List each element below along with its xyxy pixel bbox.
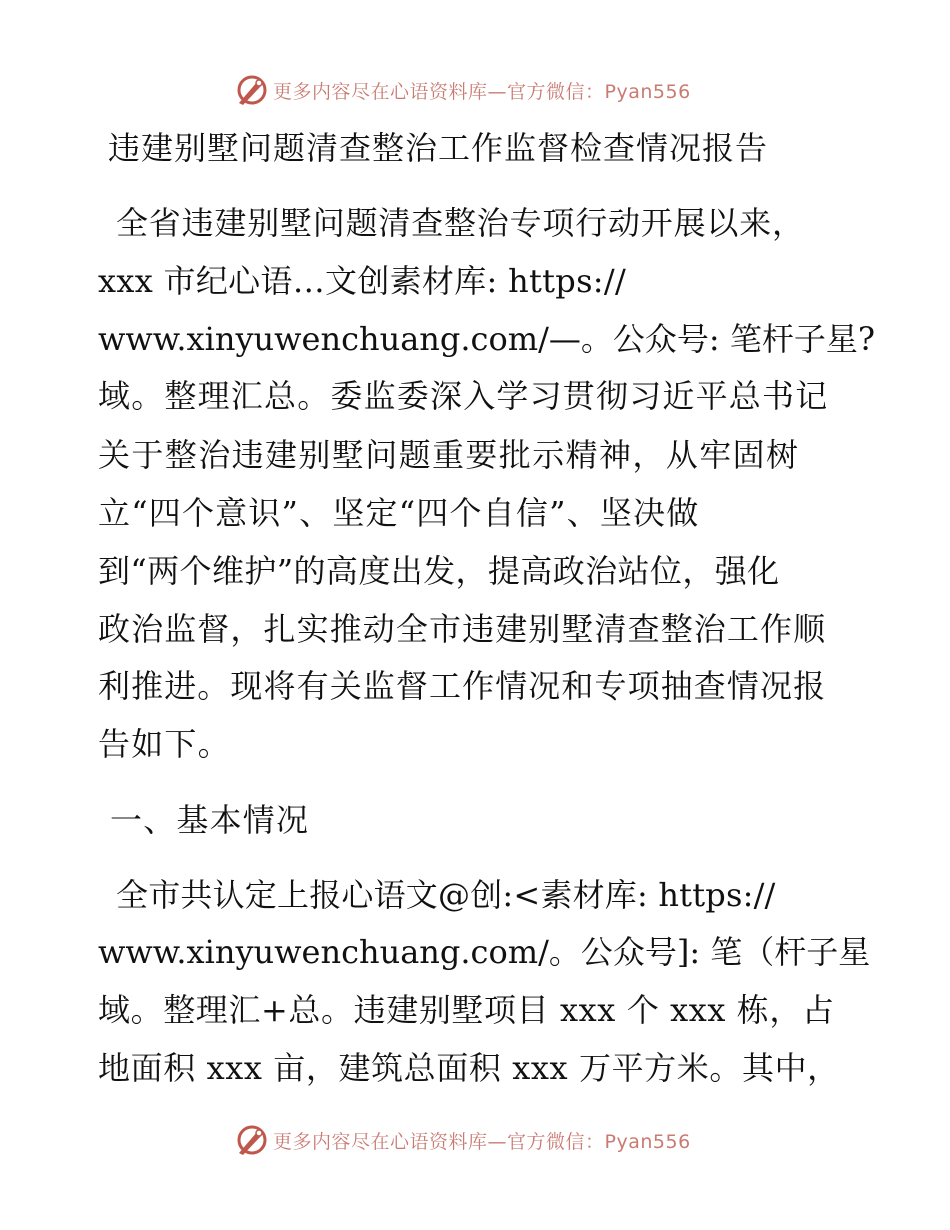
paragraph-line: 地面积 xxx 亩，建筑总面积 xxx 万平方米。其中， (98, 1049, 840, 1087)
paragraph-line: www.xinyuwenchuang.com/。公众号]: 笔（杆子星 (98, 933, 871, 971)
paragraph-line: 域。整理汇总。委监委深入学习贯彻习近平总书记 (98, 377, 829, 415)
paragraph-line: 全省违建别墅问题清查整治专项行动开展以来， (116, 204, 805, 242)
paragraph-line: 全市共认定上报心语文@创:<素材库: https:// (116, 876, 776, 914)
section-heading: 一、基本情况 (110, 801, 310, 839)
pen-logo-icon (235, 73, 269, 107)
paragraph-line: 立“四个意识”、坚定“四个自信”、坚决做 (98, 494, 700, 532)
paragraph-line: www.xinyuwenchuang.com/—。公众号: 笔杆子星? (98, 320, 875, 358)
paragraph-line: 政治监督，扎实推动全市违建别墅清查整治工作顺 (98, 610, 827, 648)
paragraph-line: 告如下。 (98, 725, 231, 763)
header-watermark (235, 70, 705, 110)
pen-logo-icon (235, 1123, 269, 1157)
paragraph-line: 利推进。现将有关监督工作情况和专项抽查情况报 (98, 667, 827, 705)
watermark-text: 更多内容尽在心语资料库—官方微信：Pyan556 (273, 80, 691, 103)
page-title: 违建别墅问题清查整治工作监督检查情况报告 (108, 129, 769, 167)
watermark-text: 更多内容尽在心语资料库—官方微信：Pyan556 (273, 1130, 691, 1153)
paragraph-line: xxx 市纪心语…文创素材库: https:// (98, 262, 627, 300)
paragraph-line: 域。整理汇+总。违建别墅项目 xxx 个 xxx 栋，占 (98, 991, 835, 1029)
paragraph-line: 关于整治违建别墅问题重要批示精神，从牢固树 (98, 436, 800, 474)
footer-watermark (235, 1120, 705, 1160)
paragraph-line: 到“两个维护”的高度出发，提高政治站位，强化 (98, 552, 780, 590)
